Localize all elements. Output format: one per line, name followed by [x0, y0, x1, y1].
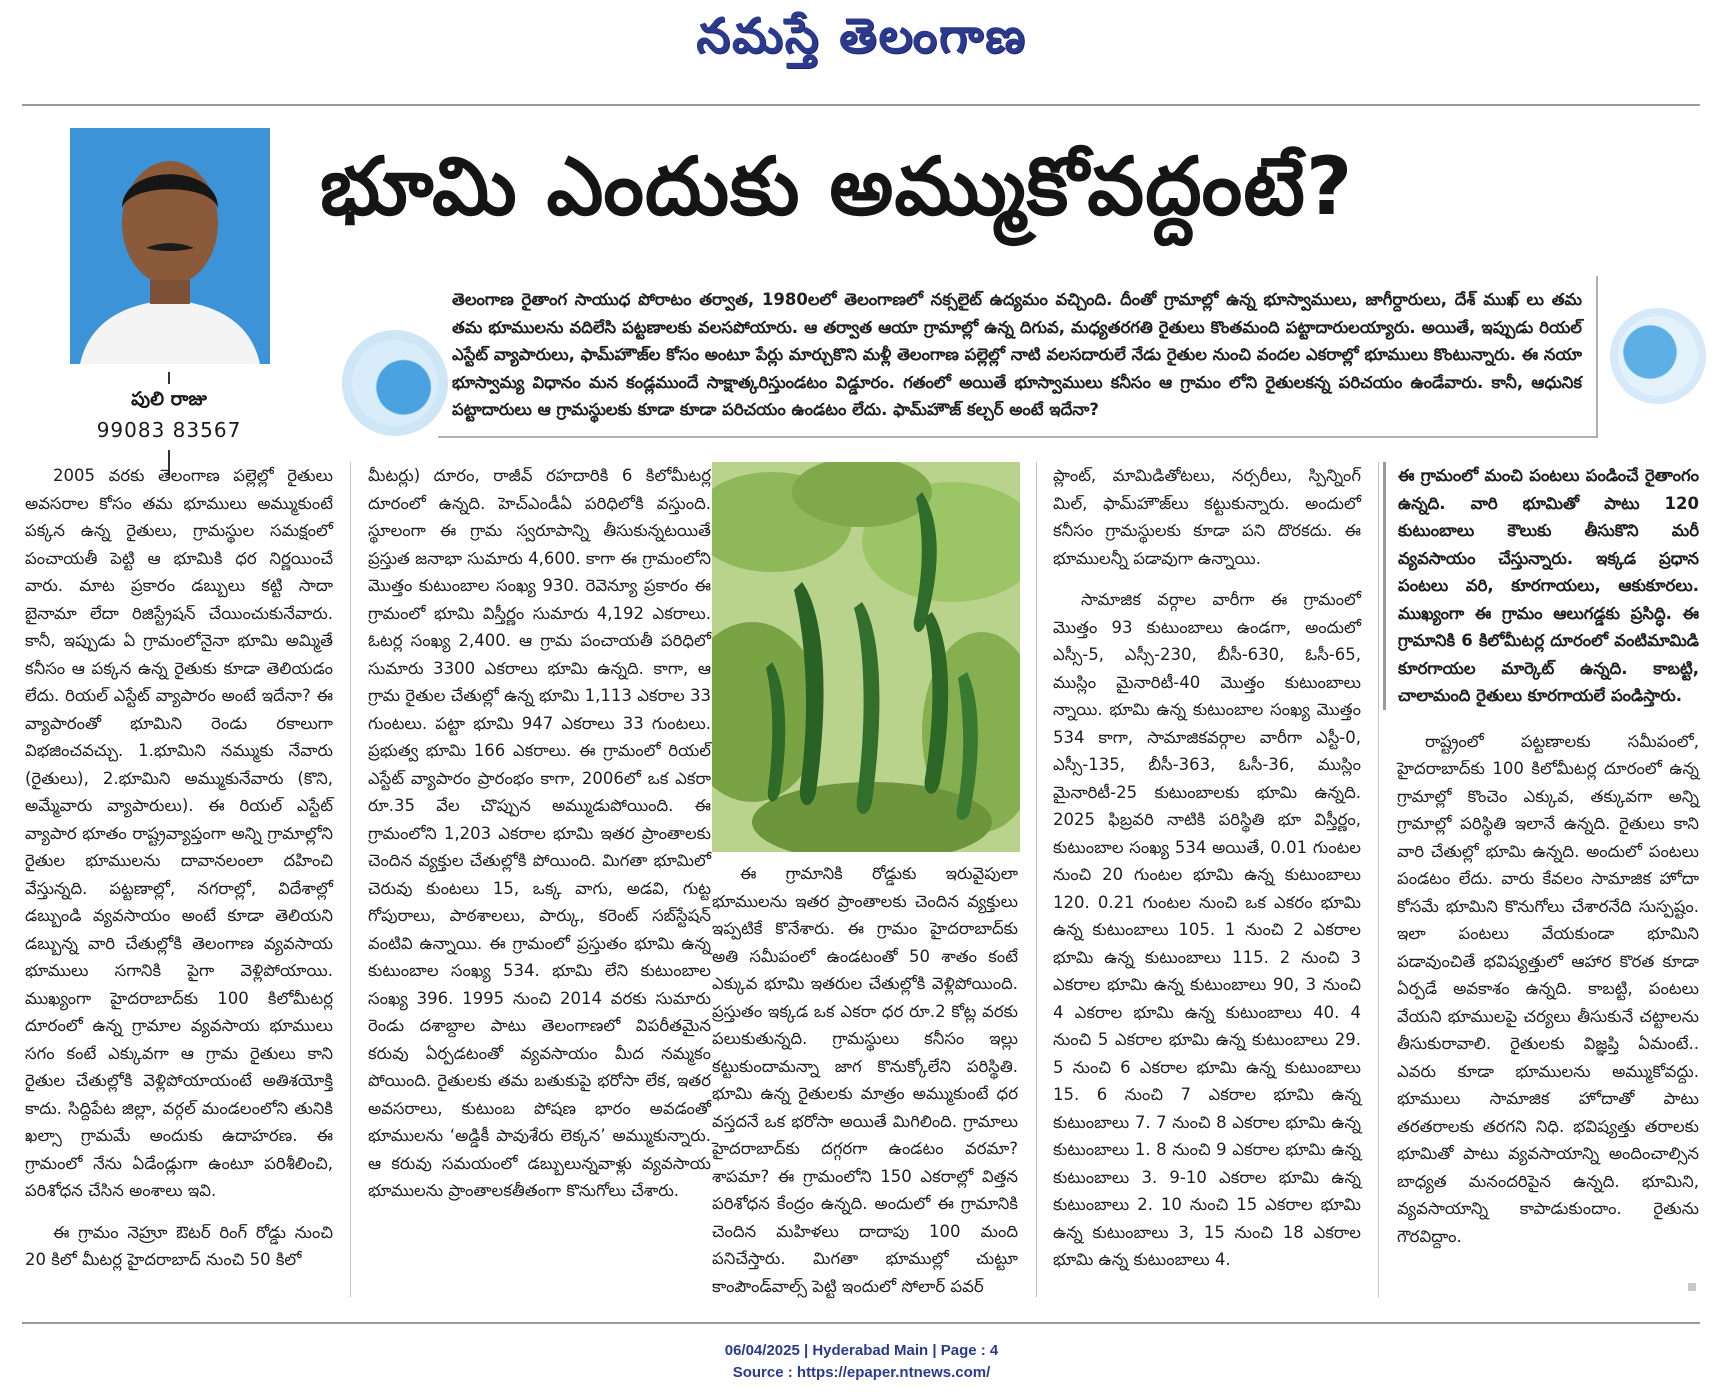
highlight-box — [1383, 462, 1699, 710]
author-phone: 99083 83567 — [96, 418, 242, 442]
masthead-logo: నమస్తే తెలంగాణ — [696, 8, 1027, 64]
column-4-paragraph-2: సామాజిక వర్గాల వారీగా ఈ గ్రామంలో మొత్తం 93 కుటుంబాలు ఉండగా, అందులో ఎస్సీ-5, ఎస్సీ-230, బీసీ-630, ఓసీ-65, ముస్లిం మైనారిటీ-40 మొత్తం కుటుంబాలు న్నాయి. భూమి ఉన్న కుటుంబాల సంఖ్య మొత్తం 534 కాగా, సామాజికవర్గాల వారీగా ఎస్టీ-0, ఎస్సీ-135, బీసీ-363, ఓసీ-36, ముస్లిం మైనారిటీ-25 కుటుంబాలకు భూమి ఉన్నది. 2025 ఫిబ్రవరి నాటికి పరిస్థితి భూ విస్తీర్ణం, కుటుంబాల సంఖ్య 534 అయితే, 0.01 గుంటల నుంచి 20 గుంటల భూమి ఉన్న కుటుంబాలు 120. 0.21 గుంటల నుంచి ఒక ఎకరం భూమి ఉన్న కుటుంబాలు 105. 1 నుంచి 2 ఎకరాల భూమి ఉన్న కుటుంబాలు 115. 2 నుంచి 3 ఎకరాల భూమి ఉన్న కుటుంబాలు 90, 3 నుంచి 4 ఎకరాల భూమి ఉన్న కుటుంబాలు 40. 4 నుంచి 5 ఎకరాల భూమి ఉన్న కుటుంబాలు 29. 5 నుంచి 6 ఎకరాల భూమి ఉన్న కుటుంబాలు 15. 6 నుంచి 7 ఎకరాల భూమి ఉన్న కుటుంబాలు 7. 7 నుంచి 8 ఎకరాల భూమి ఉన్న కుటుంబాలు 1. 8 నుంచి 9 ఎకరాల భూమి ఉన్న కుటుంబాలు 3. 9-10 ఎకరాల భూమి ఉన్న కుటుంబాలు 2. 10 నుంచి 15 ఎకరాల భూమి ఉన్న కుటుంబాలు 3, 15 నుంచి 18 ఎకరాల భూమి ఉన్న కుటుంబాలు 4. — [1053, 590, 1361, 1269]
footer-date-edition: 06/04/2025 | Hyderabad Main | Page : 4 — [724, 1342, 999, 1359]
column-1-paragraph-2: ఈ గ్రామం నెహ్రూ ఔటర్ రింగ్ రోడ్డు నుంచి 20 కిలో మీటర్ల హైదరాబాద్ నుంచి 50 కిలో — [25, 1222, 333, 1269]
column-1-paragraph-1: 2005 వరకు తెలంగాణ పల్లెల్లో రైతులు అవసరాల కోసం తమ భూములు అమ్ముకుంటే పక్కన ఉన్న రైతులు, గ్రామస్థుల సమక్షంలో పంచాయతీ పెట్టి ఆ భూమికి ధర నిర్ణయించే వారు. మాట ప్రకారం డబ్బులు కట్టి సాదా బైనామా లేదా రిజిస్ట్రేషన్ చేయించుకునేవారు. కానీ, ఇప్పుడు ఏ గ్రామంలోనైనా భూమి అమ్మితే కనీసం ఆ పక్కన ఉన్న రైతుకు కూడా తెలియడం లేదు. రియల్ ఎస్టేట్ వ్యాపారం అంటే ఇదేనా? ఈ వ్యాపారంతో భూమిని రెండు రకాలుగా విభజించవచ్చు. 1.భూమిని నమ్ముకు నేవారు (రైతులు), 2.భూమిని అమ్ముకునేవారు (కొని, అమ్మేవారు వ్యాపారులు). ఈ రియల్ ఎస్టేట్ వ్యాపార భూతం రాష్ట్రవ్యాప్తంగా అన్ని గ్రామాల్లోని రైతుల భూములను దావానలంలా దహించి వేస్తున్నది. పట్టణాల్లో, నగరాల్లో, విదేశాల్లో డబ్బుండి వ్యవసాయం అంటే కూడా తెలియని డబ్బున్న వారి చేతుల్లోకి తెలంగాణ వ్యవసాయ భూములు సగానికి పైగా వెళ్లిపోయాయి. ముఖ్యంగా హైదరాబాద్‌కు 100 కిలోమీటర్ల దూరంలో ఉన్న గ్రామాల వ్యవసాయ భూములు సగం కంటే ఎక్కువగా ఆ గ్రామ రైతులు కాని రైతుల చేతుల్లోకి వెళ్లిపోయాయంటే అతిశయోక్తి కాదు. సిద్దిపేట జిల్లా, వర్గల్ మండలంలోని తునికి ఖల్సా గ్రామమే అందుకు ఉదాహరణ. ఈ గ్రామంలో నేను ఏడేండ్లుగా ఉంటూ పరిశీలించి, పరిశోధన చేసిన అంశాలు ఇవి. — [25, 466, 333, 1200]
column-5-paragraph-1: రాష్ట్రంలో పట్టణాలకు సమీపంలో, హైదరాబాద్‌కు 100 కిలోమీటర్ల దూరంలో ఉన్న గ్రామాల్లో కొంచెం ఎక్కువ, తక్కువగా అన్ని గ్రామాల్లో పరిస్థితి ఇలానే ఉన్నది. రైతులు కాని వారి చేతుల్లో భూమి ఉన్నది. అందులో పంటలు పండటం లేదు. వారు కేవలం సామాజిక హోదా కోసమే భూమిని కొనుగోలు చేశారనేది సుస్పష్టం. ఇలా పంటలు వేయకుండా భూమిని పడావుంచితే భవిష్యత్తులో ఆహార కొరత కూడా ఏర్పడే అవకాశం ఉన్నది. కాబట్టి, పంటలు వేయని భూములపై చర్యలు తీసుకునే చట్టాలను తీసుకురావాలి. రైతులకు విజ్ఞప్తి ఏమంటే.. ఎవరు కూడా భూములను అమ్ముకోవద్దు. భూములు సామాజిక హోదాతో పాటు తరతరాలకు తరగని నిధి. భవిష్యత్తు తరాలకు భూమితో పాటు వ్యవసాయాన్ని అందించాల్సిన బాధ్యత మనందరిపైన ఉన్నది. భూమిని, వ్యవసాయాన్ని కాపాడుకుందాం. రైతును గౌరవిద్దాం. — [1397, 731, 1699, 1246]
decor-bubble-left — [342, 330, 448, 436]
column-4-paragraph-1: ప్లాంట్, మామిడితోటలు, నర్సరీలు, స్పిన్నింగ్ మిల్, ఫామ్‌హౌజ్‌లు కట్టుకున్నారు. అందులో కనీసం గ్రామస్థులకు కూడా పని దొరకదు. ఈ భూములన్నీ పడావుగా ఉన్నాయి. — [1053, 466, 1361, 568]
author-name: పులి రాజు — [131, 388, 207, 410]
decor-bubble-right — [1610, 308, 1706, 404]
article-column-3 — [712, 860, 1018, 1314]
bottom-divider — [22, 1322, 1700, 1324]
author-tick-top — [168, 372, 170, 384]
end-mark — [1688, 1283, 1696, 1291]
article-column-5 — [1397, 462, 1699, 1264]
intro-paragraph: తెలంగాణ రైతాంగ సాయుధ పోరాటం తర్వాత, 1980లలో తెలంగాణలో నక్సలైట్ ఉద్యమం వచ్చింది. దీంతో గ్రామాల్లో ఉన్న భూస్వాములు, జాగీర్దారులు, దేశ్ ముఖ్ లు తమ తమ భూములను వదిలేసి పట్టణాలకు వలసపోయారు. ఆ తర్వాత ఆయా గ్రామాల్లో ఉన్న దిగువ, మధ్యతరగతి రైతులు కొంతమంది పట్టాదారులయ్యారు. అయితే, ఇప్పుడు రియల్ ఎస్టేట్ వ్యాపారులు, ఫామ్‌హౌజ్‌ల కోసం అంటూ పేర్లు మార్చుకొని మళ్లీ తెలంగాణ పల్లెల్లో నాటి వలసదారులే నేడు రైతుల నుంచి వందల ఎకరాల్లో భూములు కొంటున్నారు. ఈ నయా భూస్వామ్య విధానం మన కండ్లముందే సాక్షాత్కరిస్తుండటం విడ్డూరం. గతంలో అయితే భూస్వాములు కనీసం ఆ గ్రామం లోని రైతులకన్న పరిచయం ఉండేవారు. కానీ, ఆధునిక పట్టాదారులు ఆ గ్రామస్థులకు కూడా కూడా పరిచయం ఉండటం లేదు. ఫామ్‌హౌజ్ కల్చర్ అంటే ఇదేనా? — [452, 290, 1582, 419]
column-divider-1 — [350, 462, 351, 1297]
column-divider-3 — [1036, 462, 1037, 1297]
column-divider-4 — [1378, 462, 1379, 1297]
highlight-text: ఈ గ్రామంలో మంచి పంటలు పండించే రైతాంగం ఉన్నది. వారి భూమితో పాటు 120 కుటుంబాలు కౌలుకు తీసుకొని మరీ వ్యవసాయం చేస్తున్నారు. ఇక్కడ ప్రధాన పంటలు వరి, కూరగాయలు, ఆకుకూరలు. ముఖ్యంగా ఈ గ్రామం ఆలుగడ్డకు ప్రసిద్ధి. ఈ గ్రామానికి 6 కిలోమీటర్ల దూరంలో వంటిమామిడి కూరగాయల మార్కెట్ ఉన్నది. కాబట్టి, చాలామంది రైతులు కూరగాయలే పండిస్తారు. — [1398, 466, 1699, 705]
article-column-1 — [25, 462, 333, 1288]
headline: భూమి ఎందుకు అమ్ముకోవద్దంటే? — [320, 140, 1354, 233]
green-chili-photo — [712, 462, 1020, 852]
footer-source-link[interactable]: Source : https://epaper.ntnews.com/ — [732, 1364, 991, 1381]
author-photo — [70, 128, 270, 364]
top-divider — [22, 104, 1700, 106]
article-column-4 — [1053, 462, 1361, 1288]
column-3-paragraph-1: ఈ గ్రామానికి రోడ్డుకు ఇరువైపులా భూములను ఇతర ప్రాంతాలకు చెందిన వ్యక్తులు ఇప్పటికే కొనేశారు. ఈ గ్రామం హైదరాబాద్‌కు అతి సమీపంలో ఉండటంతో 50 శాతం కంటే ఎక్కువ భూమి ఇతరుల చేతుల్లోకి వెళ్లిపోయింది. ప్రస్తుతం ఇక్కడ ఒక ఎకరా ధర రూ.2 కోట్ల వరకు పలుకుతున్నది. గ్రామస్థులు కనీసం ఇల్లు కట్టుకుందామన్నా జాగ కొనుక్కోలేని పరిస్థితి. భూమి ఉన్న రైతులకు మాత్రం అమ్ముకుంటే ధర వస్తదనే ఒక భరోసా అయితే మిగిలింది. గ్రామాలు హైదరాబాద్‌కు దగ్గరగా ఉండటం వరమా? శాపమా? ఈ గ్రామంలోని 150 ఎకరాల్లో విత్తన పరిశోధన కేంద్రం ఉన్నది. అందులో ఈ గ్రామానికి చెందిన మహిళలు దాదాపు 100 మంది పనిచేస్తారు. మిగతా భూముల్లో చుట్టూ కాంపౌండ్‌వాల్స్ పెట్టి ఇందులో సోలార్ పవర్ — [712, 864, 1018, 1296]
column-2-paragraph-1: మీటర్లు) దూరం, రాజీవ్ రహదారికి 6 కిలోమీటర్ల దూరంలో ఉన్నది. హెచ్ఎండీఏ పరిధిలోకి వస్తుంది. స్థూలంగా ఈ గ్రామ స్వరూపాన్ని తీసుకున్నటయితే ప్రస్తుత జనాభా సుమారు 4,600. కాగా ఈ గ్రామంలోని మొత్తం కుటుంబాల సంఖ్య 930. రెవెన్యూ ప్రకారం ఈ గ్రామంలో భూమి విస్తీర్ణం సుమారు 4,192 ఎకరాలు. ఓటర్ల సంఖ్య 2,400. ఆ గ్రామ పంచాయతీ పరిధిలో సుమారు 3300 ఎకరాలు భూమి ఉన్నది. కాగా, ఆ గ్రామ రైతుల చేతుల్లో ఉన్న భూమి 1,113 ఎకరాల 33 గుంటలు. పట్టా భూమి 947 ఎకరాలు 33 గుంటలు. ప్రభుత్వ భూమి 166 ఎకరాలు. ఈ గ్రామంలో రియల్ ఎస్టేట్ వ్యాపారం ప్రారంభం కాగా, 2006లో ఒక ఎకరా రూ.35 వేల చొప్పున అమ్ముడుపోయింది. ఈ గ్రామంలోని 1,203 ఎకరాల భూమి ఇతర ప్రాంతాలకు చెందిన వ్యక్తుల చేతుల్లోకి పోయింది. మిగతా భూమిలో చెరువు కుంటలు 15, ఒక్క వాగు, అడవి, గుట్ట గోపురాలు, పాఠశాలలు, పార్కు, కరెంట్ సబ్‌స్టేషన్ వంటివి ఉన్నాయి. ఈ గ్రామంలో ప్రస్తుతం భూమి ఉన్న కుటుంబాల సంఖ్య 534. భూమి లేని కుటుంబాల సంఖ్య 396. 1995 నుంచి 2014 వరకు సుమారు రెండు దశాబ్దాల పాటు తెలంగాణలో విపరీతమైన కరువు ఏర్పడటంతో వ్యవసాయం మీద నమ్మకం పోయింది. రైతులకు తమ బతుకుపై భరోసా లేక, ఇతర అవసరాలు, కుటుంబ పోషణ భారం అవడంతో భూములను ‘అడ్డికీ పావుశేరు లెక్కన’ అమ్ముకున్నారు. ఆ కరువు సమయంలో డబ్బులున్నవాళ్లు వ్యవసాయ భూములను ప్రాంతాలకతీతంగా కొనుగోలు చేశారు. — [368, 466, 711, 1200]
article-column-2 — [368, 462, 711, 1219]
